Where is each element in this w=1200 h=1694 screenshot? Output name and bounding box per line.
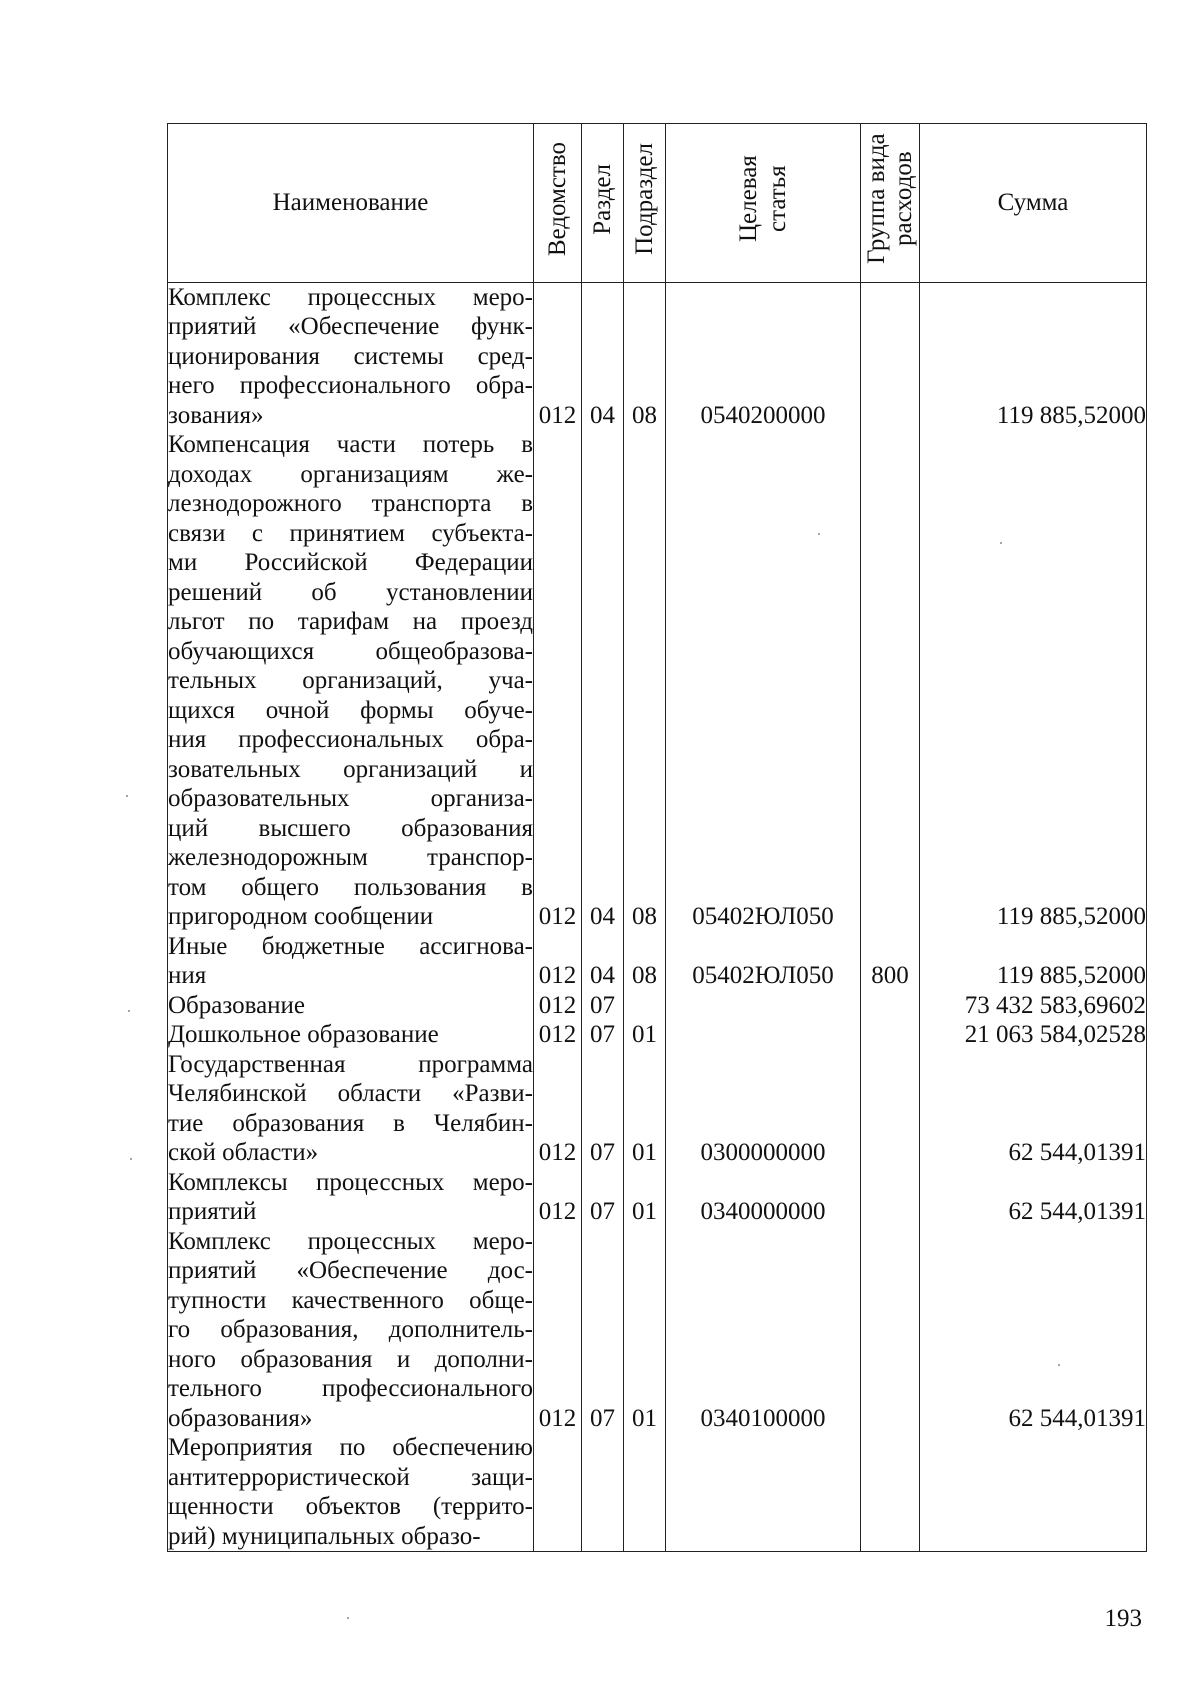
- row-gruppa: [861, 991, 920, 1021]
- row-gruppa: [861, 282, 920, 430]
- row-name-line: Иные бюджетные ассигнова-: [168, 932, 533, 960]
- table-row: [168, 1168, 1147, 1227]
- row-summa: 62 544,01391: [920, 1050, 1147, 1168]
- row-name: [168, 1020, 534, 1050]
- row-podrazdel: 01: [624, 1168, 666, 1227]
- row-name: [168, 932, 534, 991]
- table-row: [168, 282, 1147, 430]
- table-row: [168, 1433, 1147, 1552]
- row-name-line: решений об установлении: [168, 578, 533, 606]
- row-name-line: приятий «Обеспечение функ-: [168, 313, 533, 340]
- row-name-line: льгот по тарифам на проезд: [168, 608, 533, 635]
- row-name-line: приятий: [168, 1198, 257, 1225]
- row-celevaya-statya: 05402ЮЛ050: [666, 932, 861, 991]
- row-gruppa: [861, 1050, 920, 1168]
- row-podrazdel: 08: [624, 932, 666, 991]
- row-name-line: железнодорожным транспор-: [168, 844, 533, 871]
- table-row: [168, 991, 1147, 1021]
- row-summa: 62 544,01391: [920, 1227, 1147, 1434]
- row-name-line: лезнодорожного транспорта в: [168, 490, 533, 517]
- header-podrazdel: Подраздел: [624, 124, 666, 283]
- row-podrazdel: 01: [624, 1227, 666, 1434]
- table-row: [168, 1020, 1147, 1050]
- row-name-line: зовательных организаций и: [168, 755, 533, 783]
- table-row: [168, 1050, 1147, 1168]
- row-razdel: 07: [582, 991, 624, 1021]
- row-vedomstvo: 012: [534, 932, 582, 991]
- scan-speck: [128, 1010, 130, 1012]
- row-name: [168, 1168, 534, 1227]
- row-name-line: Мероприятия по обеспечению: [168, 1434, 533, 1461]
- row-name-line: Комплекс процессных меро-: [168, 1227, 533, 1255]
- row-name-line: го образования, дополнитель-: [168, 1316, 533, 1343]
- row-name-line: Компенсация части потерь в: [168, 431, 533, 458]
- row-name-line: тельного профессионального: [168, 1375, 533, 1402]
- row-gruppa: [861, 1168, 920, 1227]
- row-summa: 62 544,01391: [920, 1168, 1147, 1227]
- header-name: Наименование: [168, 124, 534, 283]
- row-name: [168, 1433, 534, 1552]
- row-name-line: ми Российской Федерации: [168, 549, 533, 576]
- row-name: [168, 282, 534, 430]
- scan-speck: [1058, 1364, 1060, 1366]
- row-podrazdel: 01: [624, 1050, 666, 1168]
- scan-speck: [818, 533, 820, 535]
- row-celevaya-statya: [666, 991, 861, 1021]
- row-celevaya-statya: 0540200000: [666, 282, 861, 430]
- row-razdel: 07: [582, 1227, 624, 1434]
- row-celevaya-statya: 0340000000: [666, 1168, 861, 1227]
- row-podrazdel: [624, 1433, 666, 1552]
- row-celevaya-statya: 05402ЮЛ050: [666, 430, 861, 932]
- row-name-line: Челябинской области «Разви-: [168, 1080, 533, 1107]
- page-number: 193: [1104, 1605, 1142, 1632]
- row-name-line: Образование: [168, 991, 306, 1019]
- row-podrazdel: 01: [624, 1020, 666, 1050]
- row-name-line: том общего пользования в: [168, 873, 533, 901]
- row-name-line: Комплексы процессных меро-: [168, 1168, 533, 1196]
- scan-speck: [126, 795, 128, 797]
- row-gruppa: [861, 430, 920, 932]
- row-name-line: щихся очной формы обуче-: [168, 696, 533, 724]
- row-gruppa: [861, 1433, 920, 1552]
- table-row: [168, 932, 1147, 991]
- row-celevaya-statya: [666, 1433, 861, 1552]
- header-gruppa-vida-rashodov: Группа вида расходов: [861, 124, 920, 283]
- table-header-row: [168, 124, 1147, 283]
- row-gruppa: 800: [861, 932, 920, 991]
- row-name-line: ционирования системы сред-: [168, 342, 533, 370]
- row-name-line: тельных организаций, уча-: [168, 667, 533, 694]
- row-name-line: антитеррористической защи-: [168, 1463, 533, 1491]
- row-vedomstvo: 012: [534, 1227, 582, 1434]
- row-vedomstvo: 012: [534, 1050, 582, 1168]
- row-name-line: тупности качественного обще-: [168, 1286, 533, 1314]
- header-razdel: Раздел: [582, 124, 624, 283]
- row-name-line: образовательных организа-: [168, 785, 533, 812]
- row-name-line: ного образования и дополни-: [168, 1345, 533, 1373]
- row-name-line: образования»: [168, 1404, 313, 1432]
- row-name-line: щенности объектов (террито-: [168, 1493, 533, 1520]
- row-name-line: связи с принятием субъекта-: [168, 519, 533, 547]
- row-name-line: обучающихся общеобразова-: [168, 637, 533, 665]
- header-vedomstvo: Ведомство: [534, 124, 582, 283]
- row-name-line: Государственная программа: [168, 1050, 533, 1078]
- table-row: [168, 1227, 1147, 1434]
- row-name: [168, 1227, 534, 1434]
- header-summa: Сумма: [920, 124, 1147, 283]
- row-gruppa: [861, 1020, 920, 1050]
- row-razdel: 04: [582, 282, 624, 430]
- row-vedomstvo: [534, 1433, 582, 1552]
- row-name-line: него профессионального обра-: [168, 372, 533, 399]
- row-name-line: приятий «Обеспечение дос-: [168, 1257, 533, 1284]
- row-celevaya-statya: 0340100000: [666, 1227, 861, 1434]
- scan-speck: [1000, 542, 1002, 544]
- row-name: [168, 991, 534, 1021]
- row-name: [168, 1050, 534, 1168]
- row-razdel: 07: [582, 1168, 624, 1227]
- row-name: [168, 430, 534, 932]
- row-razdel: 07: [582, 1050, 624, 1168]
- row-razdel: 04: [582, 932, 624, 991]
- table-row: [168, 430, 1147, 932]
- row-vedomstvo: 012: [534, 430, 582, 932]
- row-summa: [920, 1433, 1147, 1552]
- scan-speck: [130, 1158, 132, 1160]
- row-summa: 119 885,52000: [920, 932, 1147, 991]
- row-podrazdel: 08: [624, 282, 666, 430]
- row-name-line: ния профессиональных обра-: [168, 726, 533, 753]
- scan-speck: [347, 1617, 349, 1619]
- row-name-line: ской области»: [168, 1139, 319, 1166]
- row-name-line: пригородном сообщении: [168, 903, 434, 930]
- row-summa: 119 885,52000: [920, 430, 1147, 932]
- row-name-line: тие образования в Челябин-: [168, 1109, 533, 1137]
- row-name-line: зования»: [168, 401, 264, 429]
- row-razdel: [582, 1433, 624, 1552]
- row-vedomstvo: 012: [534, 1020, 582, 1050]
- row-summa: 73 432 583,69602: [920, 991, 1147, 1021]
- row-name-line: ния: [168, 962, 207, 989]
- row-gruppa: [861, 1227, 920, 1434]
- row-name-line: ций высшего образования: [168, 814, 533, 842]
- row-razdel: 07: [582, 1020, 624, 1050]
- row-vedomstvo: 012: [534, 282, 582, 430]
- row-podrazdel: 08: [624, 430, 666, 932]
- budget-table: [167, 123, 1147, 1552]
- header-celevaya-statya: Целевая статья: [666, 124, 861, 283]
- row-razdel: 04: [582, 430, 624, 932]
- row-summa: 21 063 584,02528: [920, 1020, 1147, 1050]
- row-celevaya-statya: 0300000000: [666, 1050, 861, 1168]
- row-summa: 119 885,52000: [920, 282, 1147, 430]
- row-vedomstvo: 012: [534, 991, 582, 1021]
- row-name-line: рий) муниципальных образо-: [168, 1522, 481, 1550]
- row-vedomstvo: 012: [534, 1168, 582, 1227]
- row-name-line: Комплекс процессных меро-: [168, 283, 533, 311]
- row-celevaya-statya: [666, 1020, 861, 1050]
- row-podrazdel: [624, 991, 666, 1021]
- row-name-line: доходах организациям же-: [168, 460, 533, 488]
- row-name-line: Дошкольное образование: [168, 1021, 439, 1048]
